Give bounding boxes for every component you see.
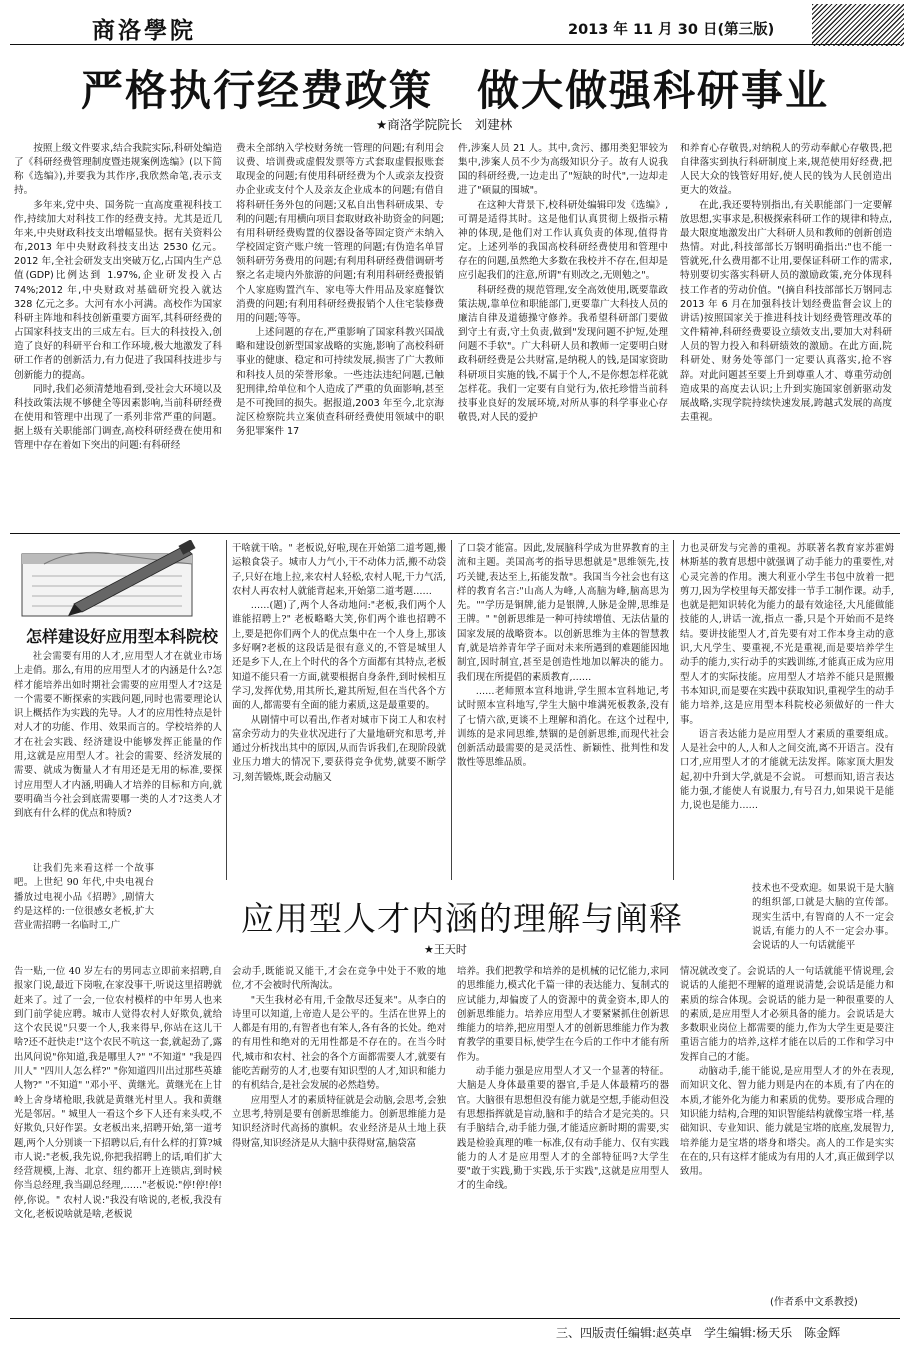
paragraph: 在此,我还要特别指出,有关职能部门一定要解放思想,实事求是,积极探索科研工作的规律和特点,最大限度地激发出广大科研人员和教师的创新创造热情。对此,科技部部长万钢明确指出:"也不能一管就死,什么费用都不让用,要保证科研工作的需求,特别要切实落实科研人员的激励政策,充分体现科技工作者的劳动价值。"(摘自科技部部长万钢同志 2013 年 6 月在加强科技计划经费监督会议上的讲话)按照国家关于推进科技计划经费管理改革的文件精神,科研经费要设立绩效支出,要加大对科研人员的智力投入和科研绩效的激励。在此方面,院科研处、财务处等部门一定要认真落实,抢不容辞。对此问题甚至要上升到尊重人才、尊重劳动创造成果的高度去认识;上升到实施国家创新驱动发展战略,实现学院持续快速发展,跨越式发展的高度去重视。 bbox=[680, 199, 892, 423]
paragraph: 培养。我们把教学和培养的是机械的记忆能力,求同的思维能力,模式化千篇一律的表达能力、复制式的应试能力,却偏废了人的资源中的黄金资本,即人的创新思维能力。培养应用型人才要紧紧抓住创新思维能力的培养,把应用型人才的创新思维能力作为教育教学的重要目标,使学生在今后的工作中才能有所作为。 bbox=[457, 966, 669, 1063]
newspaper-logo: 商洛學院 bbox=[92, 17, 196, 44]
article-subtitle: 应用型人才内涵的理解与阐释 bbox=[241, 899, 683, 938]
issue-date: 2013 年 11 月 30 日(第三版) bbox=[568, 22, 775, 38]
section-rule bbox=[10, 533, 900, 534]
paragraph: 干啥就干啥。" 老板说,好啦,现在开始第二道考题,搬运粮食袋子。城市人力气小,干不动体力活,搬不动袋子,只好在地上拉,来农村人轻松,农村人呢,干力气活,农村人再农村人就能背起来,开始第二道考题…… bbox=[232, 543, 446, 597]
paragraph: ……(题)了,两个人各动地问:"老板,我们两个人谁能招聘上?" 老板略略大笑,你们两个谁也招聘不上,要是把你们两个人的优点集中在一个人身上,那该多好啊?老板的这段话是很有意义的,不管是城里人还是乡下人,在上个时代的各个方面都有其特点,老板知道不能只看一方面,就要根据自身条件,到时候相互学习,发挥优势,用其所长,避其所短,但在当代各个方面的人,都需要有全面的能力素质,这是最重要的。 bbox=[232, 600, 446, 712]
paragraph: 按照上级文件要求,结合我院实际,科研处编造了《科研经费管理制度暨违规案例选编》(以下简称《选编》),并要我为其作序,我欣然命笔,表示支持。 bbox=[14, 143, 222, 197]
article2-column-a-top bbox=[14, 650, 222, 862]
author-signature: (作者系中文系教授) bbox=[770, 1297, 858, 1308]
article1-column-3 bbox=[458, 142, 668, 527]
article2-column-a-bottom bbox=[14, 965, 222, 1315]
paragraph: 科研经费的规范管理,安全高效使用,既要靠政策法规,靠单位和职能部门,更要靠广大科技人员的廉洁自律及道德操守修养。我希望科研部门要做到守土有责,守土负责,做到"发现问题不护短,处理问题不手软"。广大科研人员和教师一定要明白财政科研经费是公共财富,是纳税人的钱,是国家资助科研项目实施的钱,不属于个人,不是你想怎样花就怎样花。我们一定要有自觉行为,依托珍惜当前科技事业良好的发展环境,对所从事的科学事业心存敬畏,对人民的爱护 bbox=[458, 284, 668, 423]
paragraph: 让我们先来看这样一个故事吧。上世纪 90 年代,中央电视台播放过电视小品《招聘》,剧情大约是这样的:一位很感女老板,扩大营业需招聘一名临时工,广 bbox=[14, 863, 154, 932]
paragraph: 会动手,既能说又能干,才会在竞争中处于不败的地位,才不会被时代所淘汰。 bbox=[232, 966, 446, 992]
paragraph: 和养育心存敬畏,对纳税人的劳动奉献心存敬畏,把自律落实到执行科研制度上来,规范使用好经费,把人民大众的钱管好用好,使人民的钱为人民创造出更大的效益。 bbox=[680, 143, 892, 197]
article2-column-b-bottom bbox=[232, 965, 446, 1315]
paragraph: 社会需要有用的人才,应用型人才在就业市场上走俏。那么,有用的应用型人才的内涵是什么?怎样才能培养出如时期社会需要的应用型人才?这是一个需要不断探索的实践问题,同时也需要理论认识上概括作为实践的先导。人才的应用性特点是针对人才的功能、作用、效果而言的。学校培养的人才在社会实践、经济建设中能够发挥正能量的作用,这就是应用型人才。社会的需要、经济发展的需要、就成为衡量人才有用还是无用的标准,要探讨应用型人才内涵,明确人才培养的目标和方向,就要明确当今社会到底需要哪一类的人才?这类人才到底有什么样的优点和特质? bbox=[14, 651, 222, 820]
article2-column-d-mid bbox=[752, 882, 894, 970]
column-divider bbox=[673, 540, 674, 880]
paragraph: 语言表达能力是应用型人才素质的重要组成。人是社会中的人,人和人之间交流,离不开语言。没有口才,应用型人才的才能就无法发挥。陈家顶大胆发起,初中升到大学,就是不会说。 可想而知,语言表达能力强,才能使人有说服力,有号召力,如果说干是能力,说也是能力…… bbox=[680, 728, 894, 812]
paragraph: 同时,我们必须清楚地看到,受社会大环境以及科技政策法规不够健全等因素影响,当前科研经费在使用和管理中出现了一系列非常严重的问题。据上级有关职能部门调查,高校科研经费在使用和管理中存在着如下突出的问题:有科研经 bbox=[14, 383, 222, 452]
paragraph: "天生我材必有用,千金散尽还复来"。从李白的诗里可以知道,上帝造人是公平的。生活在世界上的人都是有用的,有智者也有笨人,各有各的长处。绝对的有用性和绝对的无用性都是不存在的。在当今时代,城市和农村、社会的各个方面都需要人才,就要有能吃苦耐劳的人才,也要有知识型的人才,知识和能力的有机结合,是社会发展的必然趋势。 bbox=[232, 994, 446, 1092]
paragraph: 多年来,党中央、国务院一直高度重视科技工作,持续加大对科技工作的经费支持。尤其是近几年来,中央财政科技支出增幅显快。据有关资料公布,2013 年中央财政科技支出达 2530 亿元。2012 年,全社会研发支出突破万亿,占国内生产总值(GDP)比例达到 1.97%,企业研发投入占 74%;2012 年,中央财政对基础研究投入就达 328 亿元之多。大河有水小河满。高校作为国家科研主阵地和科技创新重要方面军,其科研经费的占国家科技支出的三成左右。巨大的科技投入,创造了良好的科研平台和工作环境,极大地激发了科研工作者的创新活力,有力促进了我国科技进步与创新能力的提高。 bbox=[14, 199, 222, 381]
hatch-pattern bbox=[812, 4, 904, 46]
paragraph: 件,涉案人员 21 人。其中,贪污、挪用类犯罪较为集中,涉案人员不少为高级知识分子。故有人说我国的科研经费,一边走出了"短缺的时代",一边却走进了"硕鼠的围城"。 bbox=[458, 143, 668, 197]
article2-column-a-top-narrow bbox=[14, 862, 154, 962]
article2-column-b-top bbox=[232, 542, 446, 882]
paragraph: 告一贴,一位 40 岁左右的男同志立即前来招聘,自报家门说,最近下岗啦,在家没事干,听说这里招聘就赶来了。过了一会,一位农村模样的中年男人也来到门前学徒应聘。城市人觉得农村人好欺负,就给这个农民说"只要一个人,我来得早,你站在这儿干啥?还不赶快走!"这个农民不吭这一套,就起劲了,露出风问说"你知道,我是哪里人?" "不知道" "我是四川人" "四川人怎么样?" "你知道四川出过那些英雄人物?" "不知道" "邓小平、黄继光。黄继光在上甘岭上舍身堵枪眼,我就是黄继光村里人。我和黄继光是邻居。" 城里人一看这个乡下人还有来头哎,不好欺负,只好作罢。女老板出来,招聘开始,第一道考题,两个人分别谈一下招聘以后,有什么样的打算?城市人说:"老板,我先说,你把我招聘上的话,咱们扩大经营规模,上海、北京、纽约都开上连锁店,到时候你当总经理,我当副总经理,……"老板说:"停!停!停!停,你说。" 农村人说:"我没有啥说的,老板,我没有文化,老板说啥就是啥,老板说 bbox=[14, 966, 222, 1221]
paragraph: 费未全部纳入学校财务统一管理的问题;有利用会议费、培训费或虚假发票等方式套取虚假报账套取现金的问题;有使用科研经费为个人或亲友投资办企业或支付个人及亲友企业成本的问题;有借自将科研任务外包的问题;又私自出售科研成果、专利的问题;有用横向项目套取财政补助资金的问题;有用科研经费购置的仪器设备等固定资产未纳入学校固定资产账户统一管理的问题;有伪造名单冒领科研劳务费用的问题;有利用科研经费借调研考察之名走境内外旅游的问题;有利用科研经费报销个人家庭购置汽车、家电等大件用品及家庭餐饮消费的问题;有利用科研经费报销个人住宅装修费用的问题;等等。 bbox=[236, 143, 444, 324]
paragraph: 动脑动手,能干能说,是应用型人才的外在表现,而知识文化、智力能力则是内在的本质,有了内在的本质,才能外化为能力和素质的优势。要形成合理的知识能力结构,合理的知识智能结构就像宝塔一样,基础知识、专业知识、能力就是宝塔的底座,发展智力,培养能力是宝塔的塔身和塔尖。高人的工作是实实在在的,只有这样才能成为有用的人才,真正做到学以致用。 bbox=[680, 1066, 894, 1178]
column-divider bbox=[226, 540, 227, 880]
article2-column-d-bottom bbox=[680, 965, 894, 1290]
main-headline: 严格执行经费政策 做大做强科研事业 bbox=[80, 66, 829, 115]
paragraph: 从剧情中可以看出,作者对城市下岗工人和农村富余劳动力的失业状况进行了大量地研究和思考,并通过分析找出其中的原因,从而告诉我们,在现阶段就业压力增大的情况下,要获得竞争优势,就要不断学习,刻苦锻炼,既会动脑又 bbox=[232, 714, 446, 783]
column-divider bbox=[451, 540, 452, 880]
section-title: 怎样建设好应用型本科院校 bbox=[26, 627, 219, 646]
paragraph: 力也灵研发与完善的重视。苏联著名教育家苏霍姆林斯基的教育思想中就强调了动手能力的重要性,对心灵完善的作用。澳大利亚小学生书包中放着一把剪刀,因为学校里每天都安排一节手工制作课。动手,也就是把知识转化为能力的最有效途径,大凡能做能技能的人,讲话一流,指点一番,只是个开始而不是终结。要讲技能型人才,首先要有对工作本身主动的意识,大凡学生、要重视,不光是重视,而是要培养学生动手的能力,实行动手的实践训练,才能真正成为应用型人才的实际技能。应用型人才培养不能只是照搬书本知识,而是要在实践中获取知识,重视学生的动手能力培养,这是应用型本科院校必须做好的一件大事。 bbox=[680, 543, 894, 726]
article2-column-c-top bbox=[457, 542, 669, 882]
top-rule bbox=[10, 44, 900, 45]
author-byline: ★商洛学院院长 刘建林 bbox=[376, 117, 513, 132]
paragraph: 动手能力强是应用型人才又一个显著的特征。大脑是人身体最重要的器官,手是人体最精巧的器官。大脑很有思想但没有能力就是空想,手能动但没有思想指挥就是盲动,脑和手的结合才是完美的。只有手脑结合,动手能力强,才能适应新时期的需要,实践是检验真理的唯一标准,仅有动手能力、仅有实践能力的人才是应用型人才的全部特征吗?大学生要"敢于实践,勤于实践,乐于实践",这就是应用型人才的生命线。 bbox=[457, 1066, 669, 1192]
paragraph: 技术也不受欢迎。如果说干是大脑的组织部,口就是大脑的宣传部。现实生活中,有智商的人不一定会说话,有能力的人不一定会办事。会说话的人一句话就能平 bbox=[752, 883, 894, 952]
notebook-pen-illustration bbox=[14, 540, 219, 622]
paragraph: 上述问题的存在,严重影响了国家科教兴国战略和建设创新型国家战略的实施,影响了高校科研事业的健康、稳定和可持续发展,损害了广大教师和科技人员的荣誉形象。一些违法违纪问题,已触犯刑律,给单位和个人造成了严重的负面影响,甚至是不可挽回的损失。据报道,2003 年至今,北京海淀区检察院共立案侦查科研经费使用领域中的职务犯罪案件 17 bbox=[236, 327, 444, 438]
article1-column-2 bbox=[236, 142, 444, 527]
article1-column-4 bbox=[680, 142, 892, 527]
paragraph: 应用型人才的素质特征就是会动脑,会思考,会独立思考,特别是要有创新思维能力。创新思维能力是知识经济时代高扬的旗帜。农业经济是从土地上获得财富,知识经济是从大脑中获得财富,脑袋富 bbox=[232, 1094, 446, 1149]
author-byline-2: ★王天时 bbox=[424, 943, 467, 956]
bottom-rule bbox=[10, 1318, 900, 1319]
article2-column-d-top bbox=[680, 542, 894, 882]
article1-column-1 bbox=[14, 142, 222, 527]
paragraph: 在这种大背景下,校科研处编辑印发《选编》,可谓是适得其时。这是他们认真贯彻上级指示精神的体现,是他们对工作认真负责的体现,值得肯定。上述列举的我国高校科研经费使用和管理中存在的问题,虽然绝大多数在我校并不存在,但却是应引起我们的注意,所谓"有则改之,无则勉之"。 bbox=[458, 199, 668, 282]
paragraph: 了口袋才能富。因此,发展脑科学成为世界教育的主流和主题。美国高考的指导思想就是"思维领先,技巧关键,表达至上,拓能发散"。我国当今社会也有这样的教育名言:"山高人为峰,人高脑为峰,脑高思为先。""学历是铜牌,能力是银牌,人脉是金牌,思维是王牌。" "创新思维是一种可持续增值、无法估量的国家发展的战略资本。以创新思维为主体的智慧教育,就是培养青年学子面对未来所遇到的难题能因地制宜,因时制宜,甚至是创造性地加以解决的能力。我们现在所提倡的素质教育,…… bbox=[457, 543, 669, 683]
paragraph: ……老师照本宣科地讲,学生照本宣科地记,考试时照本宣科地写,学生大脑中堆满死板教条,没有了七情六欲,更谈不上理解和消化。在这个过程中,训练的是求同思维,禁锢的是创新思维,而现代社会创新活动最需要的是灵活性、新颖性、批判性和发散性等思维品质。 bbox=[457, 685, 669, 769]
paragraph: 情况就改变了。会说话的人一句话就能平情说理,会说话的人能把不理解的道理说清楚,会说话是能力和素质的综合体现。会说话的能力是一种很重要的人的素质,是应用型人才必须具备的能力。会说话是大多数职业岗位上都需要的能力,作为大学生更是要注重语言能力的培养,这样才能在以后的工作和学习中发挥自己的才能。 bbox=[680, 966, 894, 1063]
editor-credits: 三、四版责任编辑:赵英卓 学生编辑:杨天乐 陈金辉 bbox=[556, 1326, 841, 1340]
article2-column-c-bottom bbox=[457, 965, 669, 1315]
